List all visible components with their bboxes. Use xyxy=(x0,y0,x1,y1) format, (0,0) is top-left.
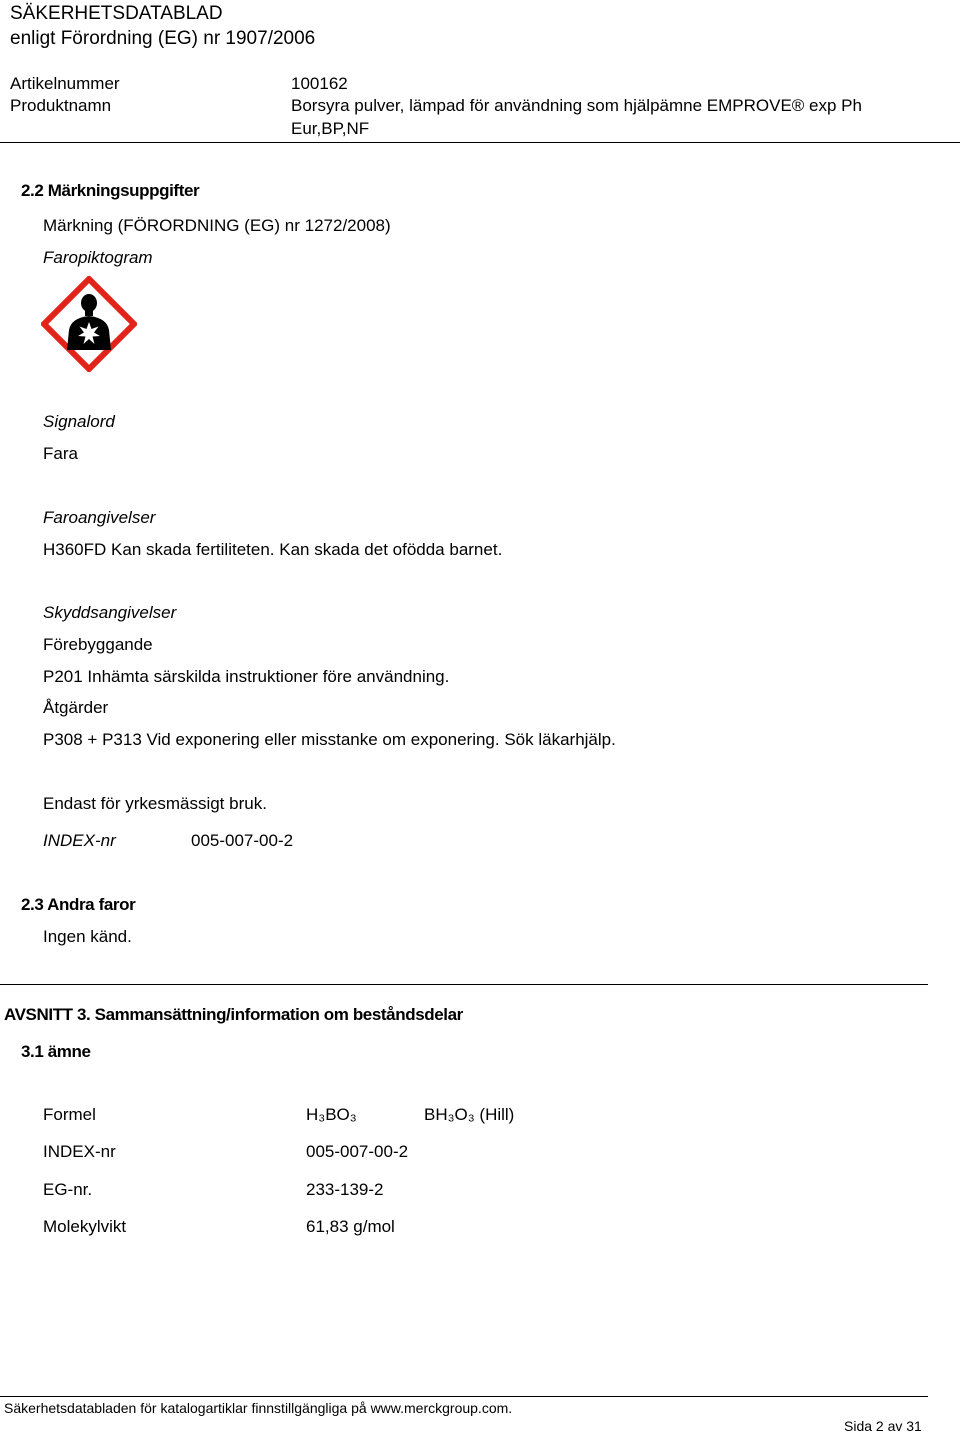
response-label: Åtgärder xyxy=(43,698,109,717)
index-nr-label: INDEX-nr xyxy=(43,1142,116,1161)
section-divider xyxy=(0,984,928,985)
index-number-label: INDEX-nr xyxy=(43,831,116,850)
hill-formula-value: BH₃O₃ (Hill) xyxy=(424,1105,515,1124)
pictogram-label: Faropiktogram xyxy=(43,248,153,267)
footer-divider xyxy=(0,1396,928,1397)
index-number-value: 005-007-00-2 xyxy=(191,831,294,850)
footer-note: Säkerhetsdatabladen för katalogartiklar finnstillgängliga på www.merckgroup.com. xyxy=(4,1400,513,1416)
molecular-weight-label: Molekylvikt xyxy=(43,1217,127,1236)
eg-number-value: 233-139-2 xyxy=(306,1180,384,1199)
header-divider xyxy=(0,142,960,143)
hazard-statements-label: Faroangivelser xyxy=(43,508,156,527)
signal-word: Fara xyxy=(43,444,78,463)
product-name-label: Produktnamn xyxy=(10,96,112,115)
article-number-value: 100162 xyxy=(291,74,348,93)
article-number-label: Artikelnummer xyxy=(10,74,120,93)
other-hazards-text: Ingen känd. xyxy=(43,927,132,946)
section-3-heading: AVSNITT 3. Sammansättning/information om beståndsdelar xyxy=(4,1005,463,1024)
product-name-value-line2: Eur,BP,NF xyxy=(291,119,370,138)
prevention-statement: P201 Inhämta särskilda instruktioner före användning. xyxy=(43,667,450,686)
signal-word-label: Signalord xyxy=(43,412,115,431)
formula-label: Formel xyxy=(43,1105,96,1124)
section-3-1-heading: 3.1 ämne xyxy=(21,1042,91,1061)
health-hazard-icon xyxy=(41,276,137,372)
prevention-label: Förebyggande xyxy=(43,635,153,654)
regulation-subtitle: enligt Förordning (EG) nr 1907/2006 xyxy=(10,28,316,49)
page-number: Sida 2 av 31 xyxy=(844,1418,922,1434)
labeling-regulation: Märkning (FÖRORDNING (EG) nr 1272/2008) xyxy=(43,216,391,235)
formula-value: H₃BO₃ xyxy=(306,1105,357,1124)
response-statement: P308 + P313 Vid exponering eller misstanke om exponering. Sök läkarhjälp. xyxy=(43,730,616,749)
section-2-3-heading: 2.3 Andra faror xyxy=(21,895,136,914)
eg-number-label: EG-nr. xyxy=(43,1180,93,1199)
hazard-statement: H360FD Kan skada fertiliteten. Kan skada det ofödda barnet. xyxy=(43,540,503,559)
index-nr-value: 005-007-00-2 xyxy=(306,1142,409,1161)
product-name-value-line1: Borsyra pulver, lämpad för användning som hjälpämne EMPROVE® exp Ph xyxy=(291,96,862,115)
molecular-weight-value: 61,83 g/mol xyxy=(306,1217,395,1236)
professional-use-note: Endast för yrkesmässigt bruk. xyxy=(43,794,267,813)
precautionary-label: Skyddsangivelser xyxy=(43,603,177,622)
section-2-2-heading: 2.2 Märkningsuppgifter xyxy=(21,181,200,200)
document-title: SÄKERHETSDATABLAD xyxy=(10,3,223,24)
